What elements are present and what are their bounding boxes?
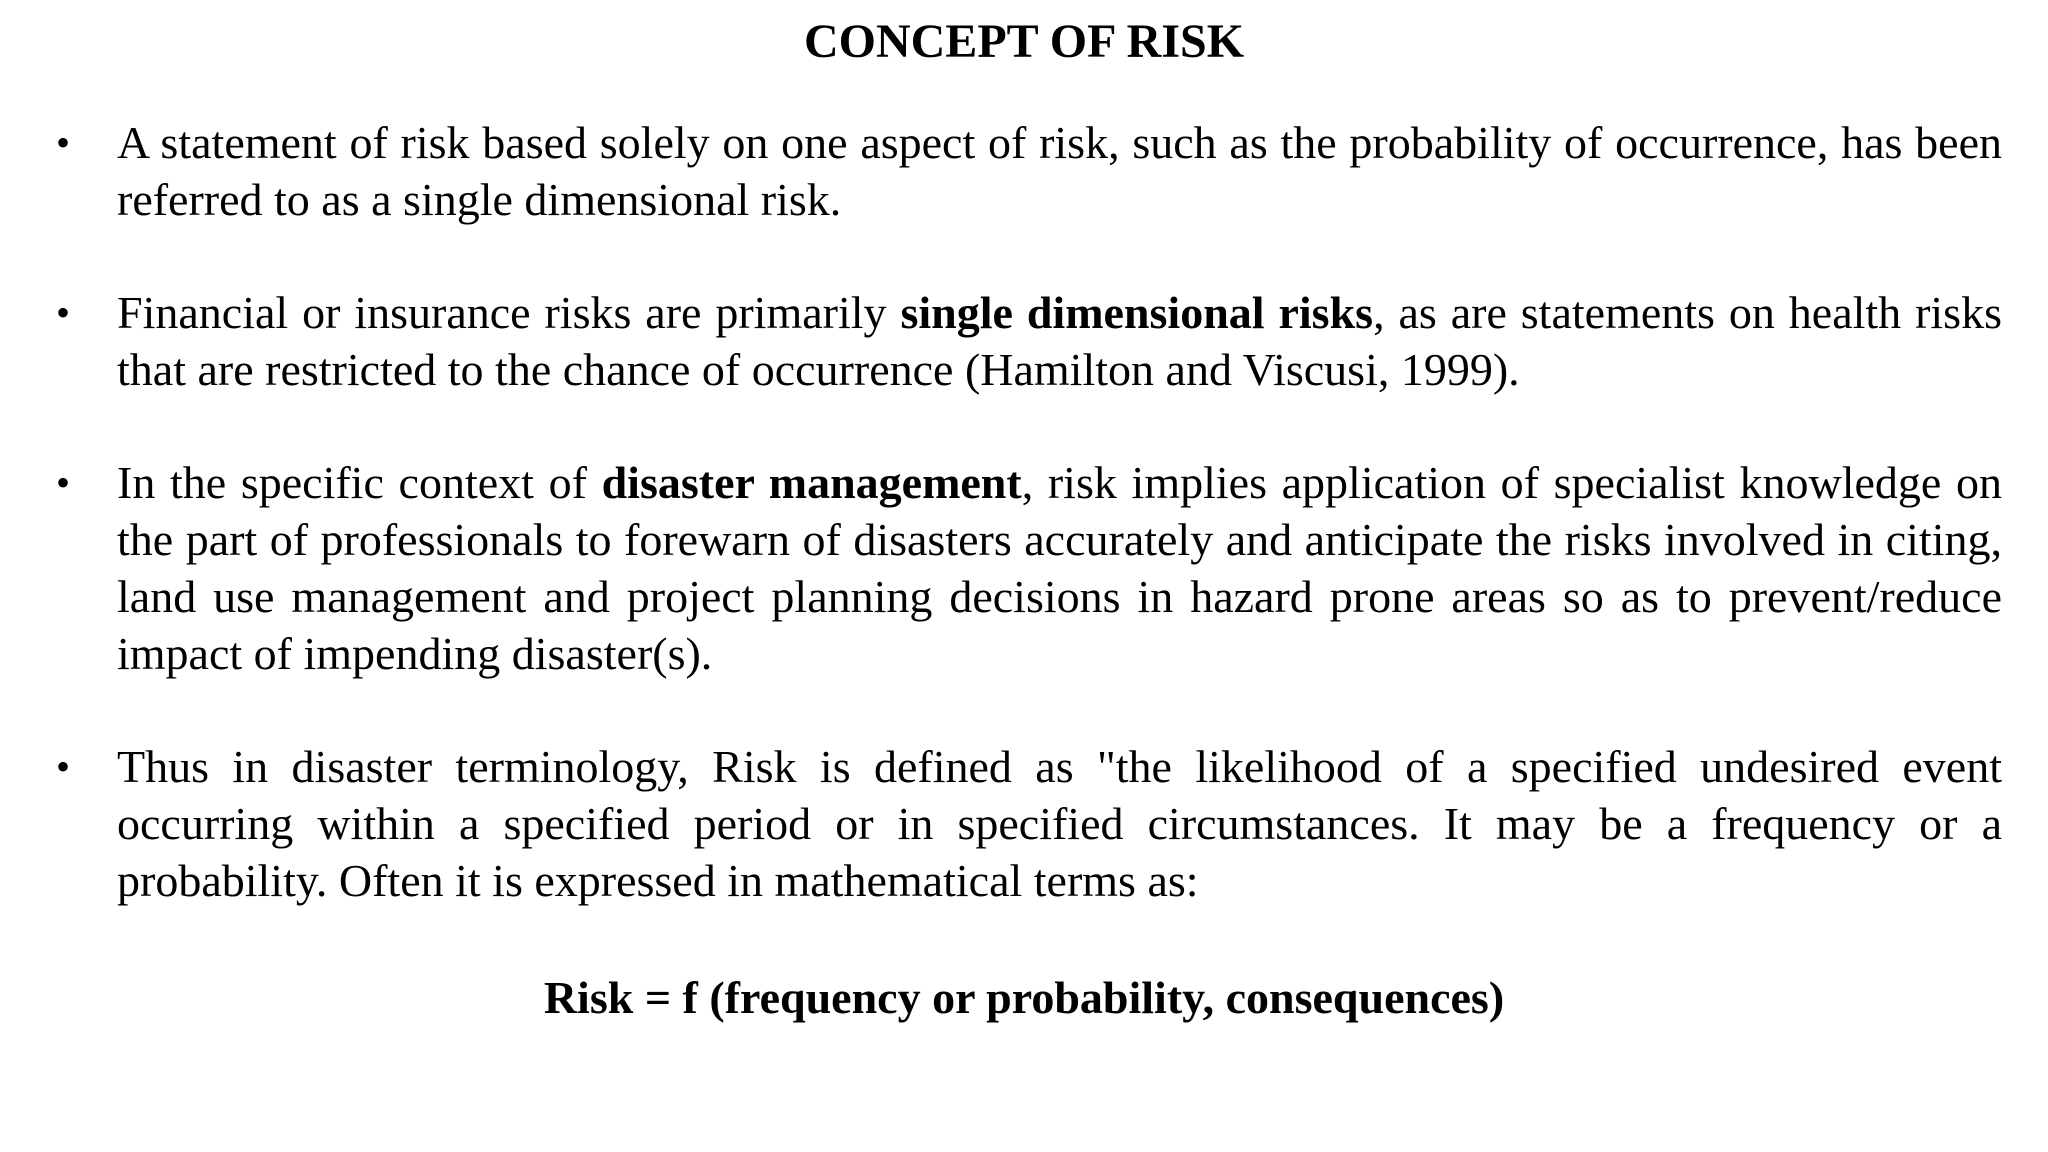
- bullet-text-segment: , risk implies application of specialist knowledge on the part of professionals to forewarn of disasters accurately and anticipate the risks involved in citing, land use management and project planning decisions in hazard prone areas so as to prevent/reduce impact of impending disaster(s).: [117, 457, 2002, 679]
- bullet-item: [0, 738, 2048, 909]
- bullet-text-segment: Thus in disaster terminology, Risk is defined as "the likelihood of a specified undesired event occurring within a specified period or in specified circumstances. It may be a frequency or a probability. Often it is expressed in mathematical terms as:: [117, 741, 2002, 906]
- bullet-text: [117, 117, 2002, 225]
- bullet-text-emphasis: single dimensional risks: [900, 287, 1374, 338]
- risk-formula: Risk = f (frequency or probability, consequences): [543, 972, 1505, 1023]
- bullet-dot-icon: •: [56, 120, 71, 165]
- bullet-text: [117, 287, 2002, 395]
- bullet-item: [0, 454, 2048, 682]
- bullet-text-segment: , as are statements on health risks that are restricted to the chance of occurrence (Hamilton and Viscusi, 1999).: [117, 287, 2002, 395]
- bullet-text-segment: In the specific context of: [117, 457, 602, 508]
- bullet-item: [0, 114, 2048, 228]
- bullet-item: [0, 284, 2048, 398]
- slide-title: CONCEPT OF RISK: [803, 15, 1245, 68]
- bullet-text-segment: Financial or insurance risks are primarily: [117, 287, 901, 338]
- bullet-text-emphasis: disaster management: [601, 457, 1022, 508]
- bullet-dot-icon: •: [56, 744, 71, 789]
- bullet-text: [117, 457, 2002, 679]
- bullet-list: [0, 114, 2048, 965]
- bullet-text-segment: A statement of risk based solely on one aspect of risk, such as the probability of occurrence, has been referred to as a single dimensional risk.: [117, 117, 2002, 225]
- bullet-dot-icon: •: [56, 460, 71, 505]
- bullet-text: [117, 741, 2002, 906]
- bullet-dot-icon: •: [56, 290, 71, 335]
